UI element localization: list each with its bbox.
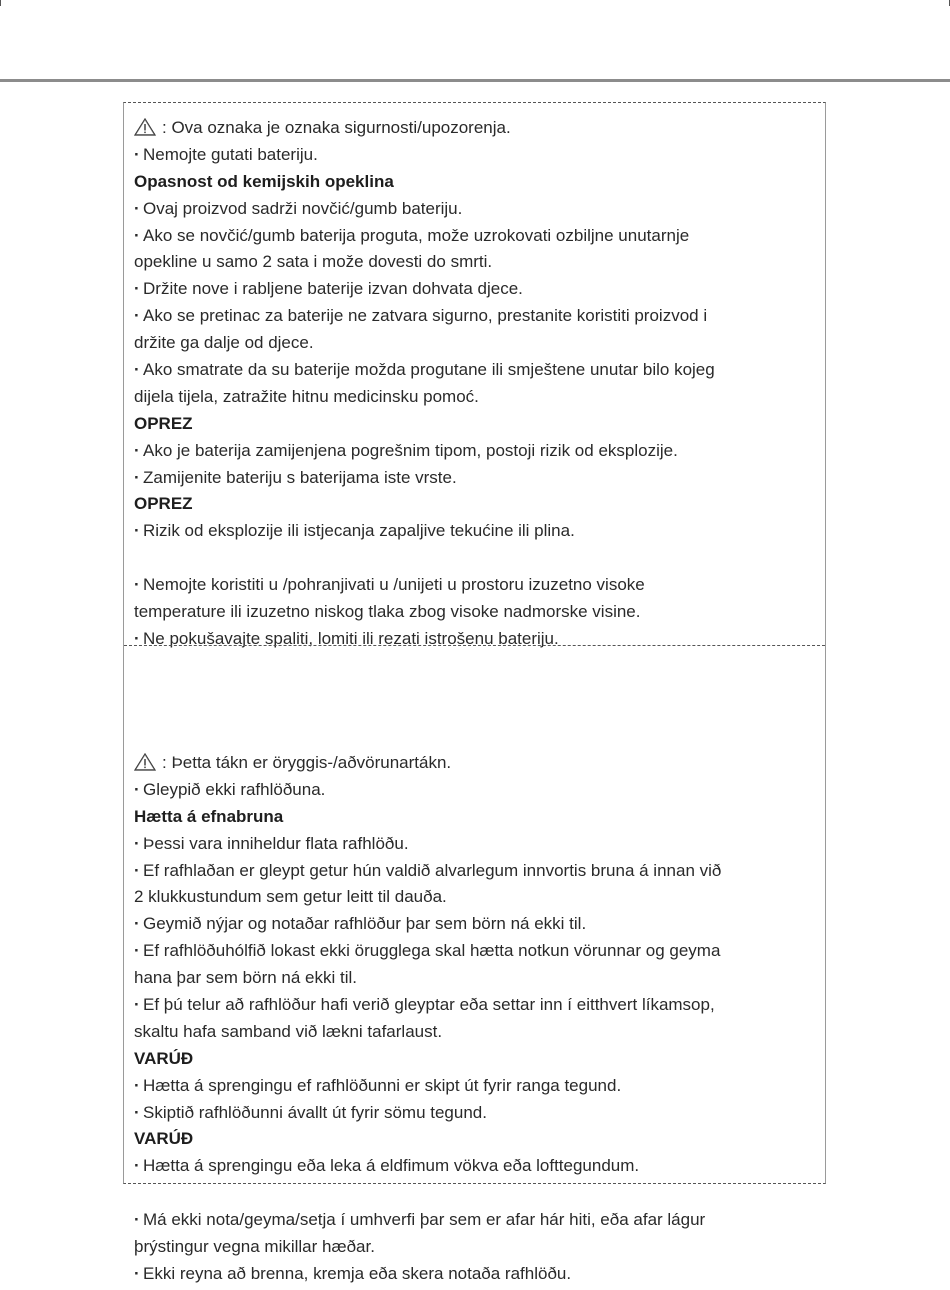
battery-warning-box [123, 102, 826, 1283]
line-text: držite ga dalje od djece. [134, 333, 314, 353]
line-text: Ekki reyna að brenna, kremja eða skera notaða rafhlöðu. [143, 1263, 572, 1283]
section-heading: OPREZ [134, 413, 193, 433]
continuation-line [134, 965, 825, 992]
bullet-marker: · [134, 1210, 140, 1230]
section-heading: VARÚÐ [134, 1129, 194, 1149]
continuation-line [134, 884, 825, 911]
bullet-marker: · [134, 995, 140, 1015]
bullet-item [134, 1153, 825, 1180]
bullet-marker: · [134, 628, 140, 648]
warning-triangle-icon [134, 753, 156, 771]
section-heading: Hætta á efnabruna [134, 806, 284, 826]
bullet-item [134, 518, 825, 545]
bullet-marker: · [134, 521, 140, 541]
bullet-marker: · [134, 1263, 140, 1283]
symbol-note-text: : Þetta tákn er öryggis-/aðvörunartákn. [162, 753, 452, 772]
continuation-line [134, 599, 825, 626]
bullet-marker: · [134, 225, 140, 245]
line-text: Nemojte koristiti u /pohranjivati u /unijeti u prostoru izuzetno visoke [143, 575, 645, 595]
line-text: Zamijenite bateriju s baterijama iste vrste. [143, 467, 457, 487]
line-text: Rizik od eksplozije ili istjecanja zapaljive tekućine ili plina. [143, 521, 575, 541]
line-text: Ovaj proizvod sadrži novčić/gumb bateriju. [143, 198, 463, 218]
bullet-marker: · [134, 914, 140, 934]
line-text: Nemojte gutati bateriju. [143, 144, 318, 164]
bullet-marker: · [134, 833, 140, 853]
continuation-line [134, 330, 825, 357]
line-text: opekline u samo 2 sata i može dovesti do smrti. [134, 252, 493, 272]
bullet-marker: · [134, 860, 140, 880]
continuation-line [134, 249, 825, 276]
line-text: skaltu hafa samband við lækni tafarlaust. [134, 1021, 443, 1041]
symbol-note [134, 115, 825, 142]
warning-lines [134, 777, 825, 1288]
bullet-item [134, 992, 825, 1019]
bullet-marker: · [134, 467, 140, 487]
bullet-marker: · [134, 279, 140, 299]
line-text: Držite nove i rabljene baterije izvan dohvata djece. [143, 279, 523, 299]
bullet-marker: · [134, 144, 140, 164]
bullet-item [134, 938, 825, 965]
bullet-marker: · [134, 941, 140, 961]
bullet-marker: · [134, 360, 140, 380]
bullet-item [134, 223, 825, 250]
line-text: Gleypið ekki rafhlöðuna. [143, 779, 326, 799]
line-text: Ako smatrate da su baterije možda progutane ili smještene unutar bilo kojeg [143, 360, 715, 380]
section-heading: VARÚÐ [134, 1048, 194, 1068]
line-text: Ako je baterija zamijenjena pogrešnim tipom, postoji rizik od eksplozije. [143, 440, 678, 460]
line-text: Ako se novčić/gumb baterija proguta, može uzrokovati ozbiljne unutarnje [143, 225, 690, 245]
bullet-item [134, 142, 825, 169]
line-text: Hætta á sprengingu eða leka á eldfimum vökva eða lofttegundum. [143, 1156, 640, 1176]
bullet-item [134, 357, 825, 384]
symbol-note [134, 750, 825, 777]
line-text: Ef þú telur að rafhlöður hafi verið gleyptar eða settar inn í eitthvert líkamsop, [143, 995, 715, 1015]
bullet-marker: · [134, 575, 140, 595]
line-text: Þessi vara inniheldur flata rafhlöðu. [143, 833, 409, 853]
bullet-marker: · [134, 1102, 140, 1122]
bullet-item [134, 1261, 825, 1288]
line-text: Má ekki nota/geyma/setja í umhverfi þar sem er afar hár hiti, eða afar lágur [143, 1210, 706, 1230]
line-text: Hætta á sprengingu ef rafhlöðunni er skipt út fyrir ranga tegund. [143, 1075, 622, 1095]
bullet-item [134, 438, 825, 465]
line-text: 2 klukkustundum sem getur leitt til dauða. [134, 887, 447, 907]
crop-mark-left [0, 0, 1, 6]
bullet-marker: · [134, 1156, 140, 1176]
section-divider [124, 645, 825, 646]
bullet-item [134, 196, 825, 223]
bullet-item [134, 1073, 825, 1100]
line-text: Geymið nýjar og notaðar rafhlöður þar sem börn ná ekki til. [143, 914, 587, 934]
section-heading: OPREZ [134, 494, 193, 514]
bullet-marker: · [134, 1075, 140, 1095]
continuation-line [134, 384, 825, 411]
warning-triangle-icon [134, 118, 156, 136]
section-heading: Opasnost od kemijskih opeklina [134, 171, 394, 191]
bullet-marker: · [134, 198, 140, 218]
bullet-marker: · [134, 306, 140, 326]
bullet-item [134, 276, 825, 303]
bullet-item [134, 1207, 825, 1234]
bullet-item [134, 777, 825, 804]
line-text: þrýstingur vegna mikillar hæðar. [134, 1237, 375, 1257]
bullet-item [134, 572, 825, 599]
bullet-marker: · [134, 779, 140, 799]
bullet-marker: · [134, 440, 140, 460]
warning-section-croatian [124, 115, 825, 653]
bullet-item [134, 911, 825, 938]
continuation-line [134, 1234, 825, 1261]
line-text: Ako se pretinac za baterije ne zatvara sigurno, prestanite koristiti proizvod i [143, 306, 708, 326]
line-text: Skiptið rafhlöðunni ávallt út fyrir sömu tegund. [143, 1102, 487, 1122]
blank-line [134, 545, 825, 572]
warning-section-icelandic [124, 750, 825, 1288]
blank-line [134, 1180, 825, 1207]
bullet-item [134, 303, 825, 330]
bullet-item [134, 858, 825, 885]
bullet-item [134, 465, 825, 492]
warning-lines [134, 142, 825, 653]
line-text: temperature ili izuzetno niskog tlaka zbog visoke nadmorske visine. [134, 602, 641, 622]
line-text: Ne pokušavajte spaliti, lomiti ili rezati istrošenu bateriju. [143, 628, 559, 648]
symbol-note-text: : Ova oznaka je oznaka sigurnosti/upozorenja. [162, 118, 511, 137]
line-text: hana þar sem börn ná ekki til. [134, 968, 358, 988]
bullet-item [134, 626, 825, 653]
line-text: dijela tijela, zatražite hitnu medicinsku pomoć. [134, 386, 479, 406]
header-rule [0, 79, 950, 82]
continuation-line [134, 1019, 825, 1046]
line-text: Ef rafhlöðuhólfið lokast ekki örugglega skal hætta notkun vörunnar og geyma [143, 941, 721, 961]
bullet-item [134, 831, 825, 858]
line-text: Ef rafhlaðan er gleypt getur hún valdið alvarlegum innvortis bruna á innan við [143, 860, 722, 880]
bullet-item [134, 1100, 825, 1127]
